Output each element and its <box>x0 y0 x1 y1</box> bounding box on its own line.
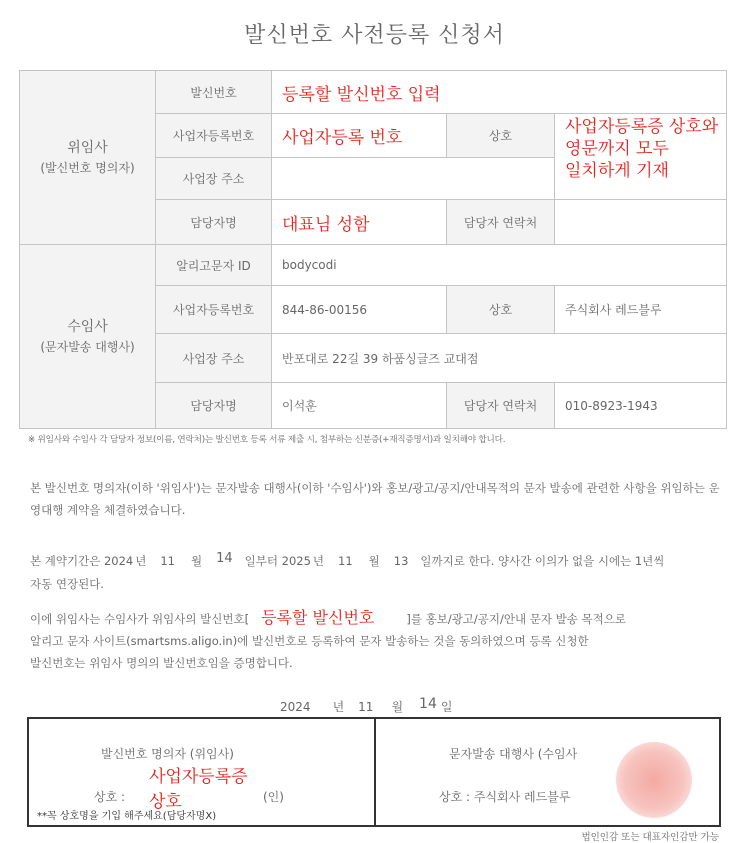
page-title: 발신번호 사전등록 신청서 <box>244 23 505 48</box>
agent-company-label: 상호 <box>447 286 555 334</box>
agent-signature-company: 상호 : 주식회사 레드블루 <box>439 790 571 804</box>
contract-period-paragraph: 본 계약기간은 2024 년 11 월 14 일부터 2025 년 11 월 13 일까지로 한다. 양사간 이의가 없을 시에는 1년씩 자동 연장된다. <box>30 551 665 591</box>
agent-company-value: 주식회사 레드블루 <box>555 286 727 334</box>
agent-biz-reg-label: 사업자등록번호 <box>156 286 272 334</box>
consent-sender-number[interactable]: 등록할 발신번호 <box>261 608 375 627</box>
delegator-company-label: 상호 <box>447 114 555 158</box>
agent-group-subtitle: (문자발송 대행사) <box>40 340 135 355</box>
delegator-signature-title: 발신번호 명의자 (위임사) <box>101 747 234 761</box>
delegator-group-title: 위임사 <box>67 139 108 156</box>
seal-footnote: 법인인감 또는 대표자인감만 가능 <box>581 832 719 843</box>
delegator-group <box>20 71 156 245</box>
agent-signature-title: 문자발송 대행사 (수임사 <box>449 747 578 761</box>
company-seal-stamp <box>616 742 692 818</box>
delegation-paragraph: 본 발신번호 명의자(이하 '위임사')는 문자발송 대행사(이하 '수임사')와 홍보/광고/공지/안내목적의 문자 발송에 관련한 사항을 위임하는 운영대행 계약을 체결하였습니다. <box>30 481 720 517</box>
delegator-company-field[interactable]: 사업자등록증 상호와 영문까지 모두 일치하게 기재 <box>555 114 727 200</box>
company-name-reminder: **꼭 상호명을 기입 해주세요(담당자명X) <box>37 811 217 822</box>
consent-paragraph: 이에 위임사는 수임사가 위임사의 발신번호[ 등록할 발신번호 ]를 홍보/광고/공지/안내 문자 발송 목적으로 알리고 문자 사이트(smartsms.aligo.in)에 발신번호로 등록하여 문자 발송하는 것을 동의하였으며 등록 신청한 발신번호는 위임사 명의의 발신번호임을 증명합니다. <box>30 608 626 670</box>
agent-manager-label: 담당자명 <box>156 383 272 429</box>
alimtalk-id-label: 알리고문자 ID <box>156 245 272 286</box>
alimtalk-id-value: bodycodi <box>272 245 727 286</box>
delegator-signature-company[interactable]: 사업자등록증 상호 <box>149 767 248 812</box>
signing-date: 2024 년 11 월 14 일 <box>280 696 453 714</box>
delegator-manager-field[interactable]: 대표님 성함 <box>272 200 447 245</box>
id-match-note: ※ 위임사와 수임사 각 담당자 정보(이름, 연락처)는 발신번호 등록 서류 제출 시, 첨부하는 신분증(+재직증명서)과 일치해야 합니다. <box>28 435 506 445</box>
sender-number-label: 발신번호 <box>156 71 272 114</box>
delegator-address-label: 사업장 주소 <box>156 158 272 200</box>
delegator-address-field[interactable] <box>272 158 555 200</box>
delegator-biz-reg-label: 사업자등록번호 <box>156 114 272 158</box>
signature-divider <box>374 719 376 825</box>
agent-address-value: 반포대로 22길 39 하품싱글즈 교대점 <box>272 334 727 383</box>
sender-number-field[interactable]: 등록할 발신번호 입력 <box>272 71 727 114</box>
agent-group <box>20 245 156 429</box>
delegator-seal-mark: (인) <box>263 790 284 804</box>
agent-biz-reg-value: 844-86-00156 <box>272 286 447 334</box>
delegator-contact-field[interactable] <box>555 200 727 245</box>
agent-group-title: 수임사 <box>67 318 108 335</box>
delegator-signature-company-label: 상호 : <box>94 790 126 804</box>
agent-manager-value: 이석훈 <box>272 383 447 429</box>
agent-contact-value: 010-8923-1943 <box>555 383 727 429</box>
agent-address-label: 사업장 주소 <box>156 334 272 383</box>
registration-table <box>19 70 727 429</box>
agent-contact-label: 담당자 연락처 <box>447 383 555 429</box>
delegator-manager-label: 담당자명 <box>156 200 272 245</box>
delegator-contact-label: 담당자 연락처 <box>447 200 555 245</box>
delegator-biz-reg-field[interactable]: 사업자등록 번호 <box>272 114 447 158</box>
delegator-group-subtitle: (발신번호 명의자) <box>40 161 135 176</box>
